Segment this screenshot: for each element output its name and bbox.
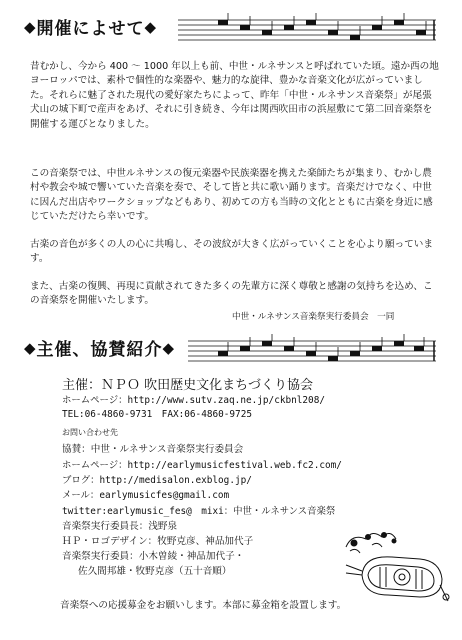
committee: 音楽祭実行委員：小木曽綾・神品加代子・ — [62, 551, 245, 562]
cosponsor: 協賛：中世・ルネサンス音楽祭実行委員会 — [62, 444, 244, 455]
blog-link[interactable]: ブログ：http://medisalon.exblog.jp/ — [62, 475, 252, 486]
chair: 音楽祭実行委員長：浅野泉 — [62, 521, 178, 532]
mail-address[interactable]: メール：earlymusicfes@gmail.com — [62, 490, 230, 501]
footer-note: 音楽祭への応援募金をお願いします。本部に募金箱を設置します。 — [60, 600, 347, 611]
diamond-icon: ◆ — [162, 338, 176, 357]
music-staff-decoration — [188, 333, 436, 367]
homepage-link[interactable]: ホームページ：http://earlymusicfestival.web.fc2.com/ — [62, 460, 342, 471]
committee-cont: 佐久間邦雄・牧野克彦（五十音順） — [78, 566, 232, 577]
organizer: 主催：ＮＰＯ 吹田歴史文化まちづくり協会 — [62, 378, 314, 393]
heading-text: 開催によせて — [36, 19, 145, 39]
hp-logo-design: ＨＰ・ロゴデザイン：牧野克彦、神品加代子 — [62, 536, 254, 547]
diamond-icon: ◆ — [24, 338, 37, 357]
signature: 中世・ルネサンス音楽祭実行委員会 一同 — [232, 312, 395, 322]
intro-paragraph: また、古楽の復興、再現に貢献されてきた多くの先輩方に深く尊敬と感謝の気持ちを込め、この音楽祭を開催いたします。 — [30, 281, 433, 307]
music-staff-decoration — [178, 12, 436, 46]
org-homepage[interactable]: ホームページ：http://www.sutv.zaq.ne.jp/ckbnl208/ — [62, 395, 325, 406]
hurdy-gurdy-illustration — [342, 525, 450, 605]
intro-paragraph: この音楽祭では、中世ルネサンスの復元楽器や民族楽器を携えた楽師たちが集まり、むかし農村や教会や城で響いていた音楽を奏で、そして皆と共に歌い踊ります。音楽だけでなく、中世に因んだ出店やワークショップなどもあり、初めての方も当時の文化とともに古楽を身近に感じていただけたら幸いです。 — [30, 168, 433, 223]
intro-paragraph: 古楽の音色が多くの人の心に共鳴し、その波紋が大きく広がっていくことを心より願っています。 — [30, 239, 433, 265]
twitter-mixi[interactable]: twitter:earlymusic_fes@ mixi：中世・ルネサンス音楽祭 — [62, 506, 336, 517]
diamond-icon: ◆ — [144, 17, 158, 36]
section-heading-1 — [24, 14, 157, 39]
intro-paragraph: 昔むかし、今から 400 〜 1000 年以上も前、中世・ルネサンスと呼ばれていた頃。遠か西の地ヨーロッパでは、素朴で個性的な楽器や、魅力的な旋律、豊かな音楽文化が広がっていました。それらに魅了された現代の愛好家たちによって、昨年「中世・ルネサンス音楽祭」が尾張犬山の城下町で産声をあげ、それに引き続き、今年は関西吹田市の浜屋敷にて第二回音楽祭を開催する運びとなりました。 — [30, 61, 439, 130]
org-tel-fax: TEL:06-4860-9731 FAX:06-4860-9725 — [62, 409, 252, 420]
section-heading-2 — [24, 335, 175, 360]
diamond-icon: ◆ — [24, 17, 37, 36]
contact-label: お問い合わせ先 — [62, 428, 118, 437]
heading-text: 主催、協賛紹介 — [36, 340, 163, 360]
